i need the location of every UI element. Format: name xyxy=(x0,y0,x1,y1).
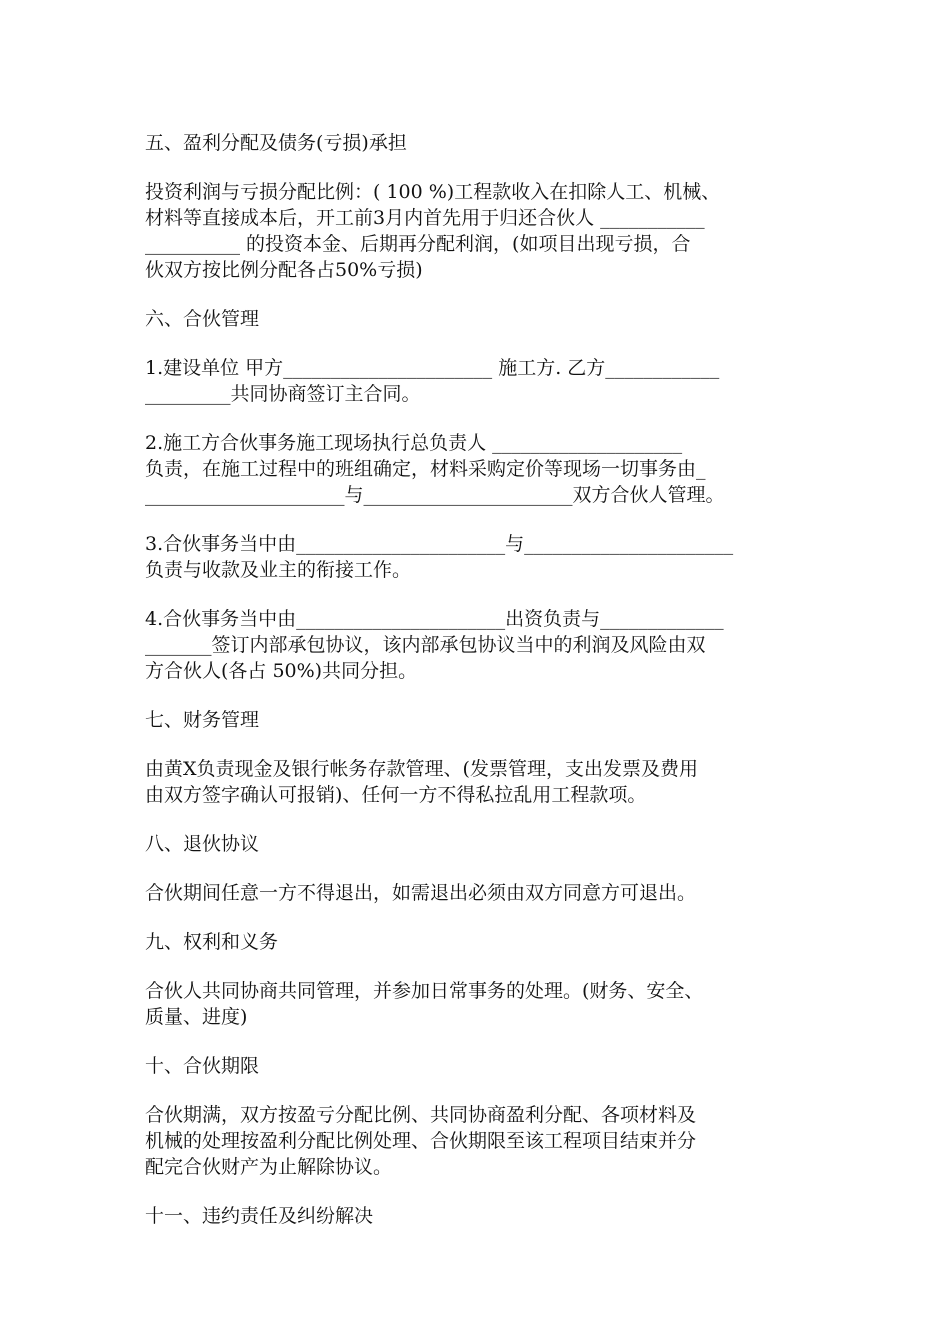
section-heading xyxy=(145,929,815,955)
section-heading xyxy=(145,130,815,156)
text-line: 五、盈利分配及债务(亏损)承担 xyxy=(145,132,407,154)
text-line: 负责，在施工过程中的班组确定，材料采购定价等现场一切事务由_ xyxy=(145,458,706,480)
text-line: 合伙期满，双方按盈亏分配比例、共同协商盈利分配、各项材料及 xyxy=(145,1104,697,1126)
text-line: 七、财务管理 xyxy=(145,709,260,731)
text-line: 配完合伙财产为止解除协议。 xyxy=(145,1156,393,1178)
text-line: 伙双方按比例分配各占50%亏损) xyxy=(145,259,423,281)
text-line: 机械的处理按盈利分配比例处理、合伙期限至该工程项目结束并分 xyxy=(145,1130,697,1152)
section-heading xyxy=(145,1203,815,1229)
text-line: 投资利润与亏损分配比例：( 100 %)工程款收入在扣除人工、机械、 xyxy=(145,181,721,203)
text-line: 由双方签字确认可报销)、任何一方不得私拉乱用工程款项。 xyxy=(145,784,647,806)
text-line: _________共同协商签订主合同。 xyxy=(145,383,421,405)
text-line: 合伙人共同协商共同管理，并参加日常事务的处理。(财务、安全、 xyxy=(145,980,704,1002)
text-line: 2.施工方合伙事务施工现场执行总负责人 ____________________ xyxy=(145,432,683,454)
text-line: 十、合伙期限 xyxy=(145,1055,260,1077)
text-line: 方合伙人(各占 50%)共同分担。 xyxy=(145,660,418,682)
paragraph xyxy=(145,1102,815,1180)
text-line: _____________________与______________________双方合伙人管理。 xyxy=(145,484,725,506)
text-line: 材料等直接成本后，开工前3月内首先用于归还合伙人 ___________ xyxy=(145,207,705,229)
text-line: 质量、进度) xyxy=(145,1006,248,1028)
paragraph xyxy=(145,531,815,583)
text-line: 3.合伙事务当中由______________________与______________________ xyxy=(145,533,734,555)
section-heading xyxy=(145,831,815,857)
text-line: 十一、违约责任及纠纷解决 xyxy=(145,1205,374,1227)
text-line: _______签订内部承包协议，该内部承包协议当中的利润及风险由双 xyxy=(145,634,706,656)
paragraph xyxy=(145,978,815,1030)
text-line: 负责与收款及业主的衔接工作。 xyxy=(145,559,412,581)
text-line: 八、退伙协议 xyxy=(145,833,260,855)
section-heading xyxy=(145,1053,815,1079)
text-line: 4.合伙事务当中由______________________出资负责与_____________ xyxy=(145,608,724,630)
text-line: 九、权利和义务 xyxy=(145,931,279,953)
section-heading xyxy=(145,306,815,332)
paragraph xyxy=(145,355,815,407)
paragraph xyxy=(145,430,815,508)
text-line: 1.建设单位 甲方______________________ 施工方. 乙方____________ xyxy=(145,357,720,379)
text-line: 合伙期间任意一方不得退出，如需退出必须由双方同意方可退出。 xyxy=(145,882,697,904)
paragraph xyxy=(145,880,815,906)
text-line: __________ 的投资本金、后期再分配利润，(如项目出现亏损，合 xyxy=(145,233,691,255)
text-line: 由黄X负责现金及银行帐务存款管理、(发票管理，支出发票及费用 xyxy=(145,758,698,780)
paragraph xyxy=(145,606,815,684)
paragraph xyxy=(145,179,815,283)
paragraph xyxy=(145,756,815,808)
section-heading xyxy=(145,707,815,733)
document-page xyxy=(145,130,815,1252)
text-line: 六、合伙管理 xyxy=(145,308,260,330)
